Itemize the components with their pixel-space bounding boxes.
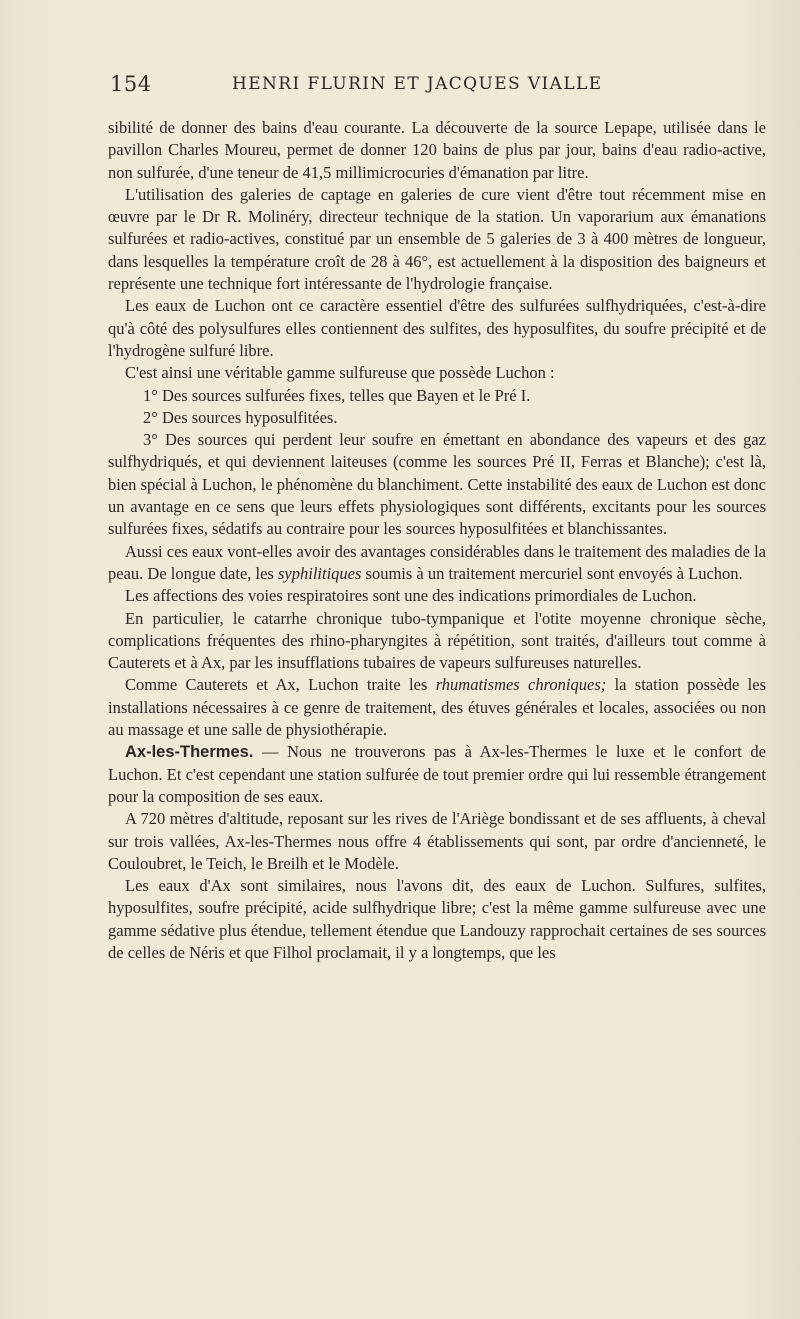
section-heading: Ax-les-Thermes. xyxy=(125,743,254,762)
running-head: HENRI FLURIN ET JACQUES VIALLE xyxy=(232,74,603,94)
text-run: Comme Cauterets et Ax, Luchon traite les xyxy=(125,675,436,695)
text-run: Aussi ces eaux vont-elles avoir des avantages considérables dans le traitement des maladies de la peau. De longue date, les xyxy=(108,541,766,583)
italic-term: syphilitiques xyxy=(277,563,362,583)
list-item: 3° Des sources qui perdent leur soufre en émettant en abondance des vapeurs et des gaz sulfhydriqués, et qui deviennent laiteuses (comme les sources Pré II, Ferras et Blanche); c'est là, bien spécial à Luchon, le phénomène du blanchiment. Cette instabilité des eaux de Luchon est donc un avantage en ce sens que leurs effets physiologiques sont différents, excitants pour les sources sulfurées fixes, sédatifs au contraire pour les sources hyposulfitées et blanchissantes. xyxy=(108,430,766,539)
section-paragraph xyxy=(108,741,766,808)
paragraph: C'est ainsi une véritable gamme sulfureuse que possède Luchon : xyxy=(125,363,555,383)
text-run: soumis à un traitement mercuriel sont envoyés à Luchon. xyxy=(361,563,743,583)
page-number: 154 xyxy=(110,72,152,96)
page-body xyxy=(108,117,766,964)
paragraph: sibilité de donner des bains d'eau courante. La découverte de la source Lepape, utilisée dans le pavillon Charles Moureu, permet de donner 120 bains de plus par jour, bains d'eau radio-active, non sulfurée, d'une teneur de 41,5 millimicrocuries d'émanation par litre. xyxy=(108,118,766,182)
paragraph: Les affections des voies respiratoires sont une des indications primordiales de Luchon. xyxy=(125,586,697,606)
italic-term: rhumatismes chroniques; xyxy=(435,675,607,695)
list-item: 2° Des sources hyposulfitées. xyxy=(143,407,338,427)
text-run: — Nous ne trouverons pas à Ax-les-Thermes le luxe et le confort de Luchon. Et c'est cependant une station sulfurée de tout premier ordre qui lui ressemble étrangement pour la composition de ses eaux. xyxy=(108,742,766,806)
paragraph: Les eaux d'Ax sont similaires, nous l'avons dit, des eaux de Luchon. Sulfures, sulfites, hyposulfites, soufre précipité, acide sulfhydrique libre; c'est la même gamme sulfureuse avec une gamme sédative plus étendue, tellement étendue que Landouzy rapprochait certaines de ses sources de celles de Néris et que Filhol proclamait, il y a longtemps, que les xyxy=(108,876,766,962)
paragraph: En particulier, le catarrhe chronique tubo-tympanique et l'otite moyenne chronique sèche, complications fréquentes des rhino-pharyngites à répétition, sont traités, d'ailleurs tout comme à Cauterets et à Ax, par les insufflations tubaires de vapeurs sulfureuses naturelles. xyxy=(108,608,766,673)
list-item: 1° Des sources sulfurées fixes, telles que Bayen et le Pré I. xyxy=(143,385,531,405)
paragraph xyxy=(108,541,766,586)
paragraph: L'utilisation des galeries de captage en galeries de cure vient d'être tout récemment mise en œuvre par le Dr R. Molinéry, directeur technique de la station. Un vaporarium aux émanations sulfurées et radio-actives, constitué par un ensemble de 5 galeries de 3 à 400 mètres de longueur, dans lesquelles la température croît de 28 à 46°, est actuellement à la disposition des baigneurs et représente une technique fort intéressante de l'hydrologie française. xyxy=(108,184,766,294)
paragraph: Les eaux de Luchon ont ce caractère essentiel d'être des sulfurées sulfhydriquées, c'est-à-dire qu'à côté des polysulfures elles contiennent des sulfites, des hyposulfites, du soufre précipité et de l'hydrogène sulfuré libre. xyxy=(108,296,766,360)
page-header xyxy=(110,72,765,102)
paragraph: A 720 mètres d'altitude, reposant sur les rives de l'Ariège bondissant et de ses affluents, à cheval sur trois vallées, Ax-les-Thermes nous offre 4 établissements qui sont, par ordre d'ancienneté, le Couloubret, le Teich, le Breilh et le Modèle. xyxy=(108,809,766,873)
paragraph xyxy=(108,674,766,741)
text-run: la station possède les installations nécessaires à ce genre de traitement, des étuves générales et locales, associées ou non au massage et une salle de physiothérapie. xyxy=(108,675,766,740)
